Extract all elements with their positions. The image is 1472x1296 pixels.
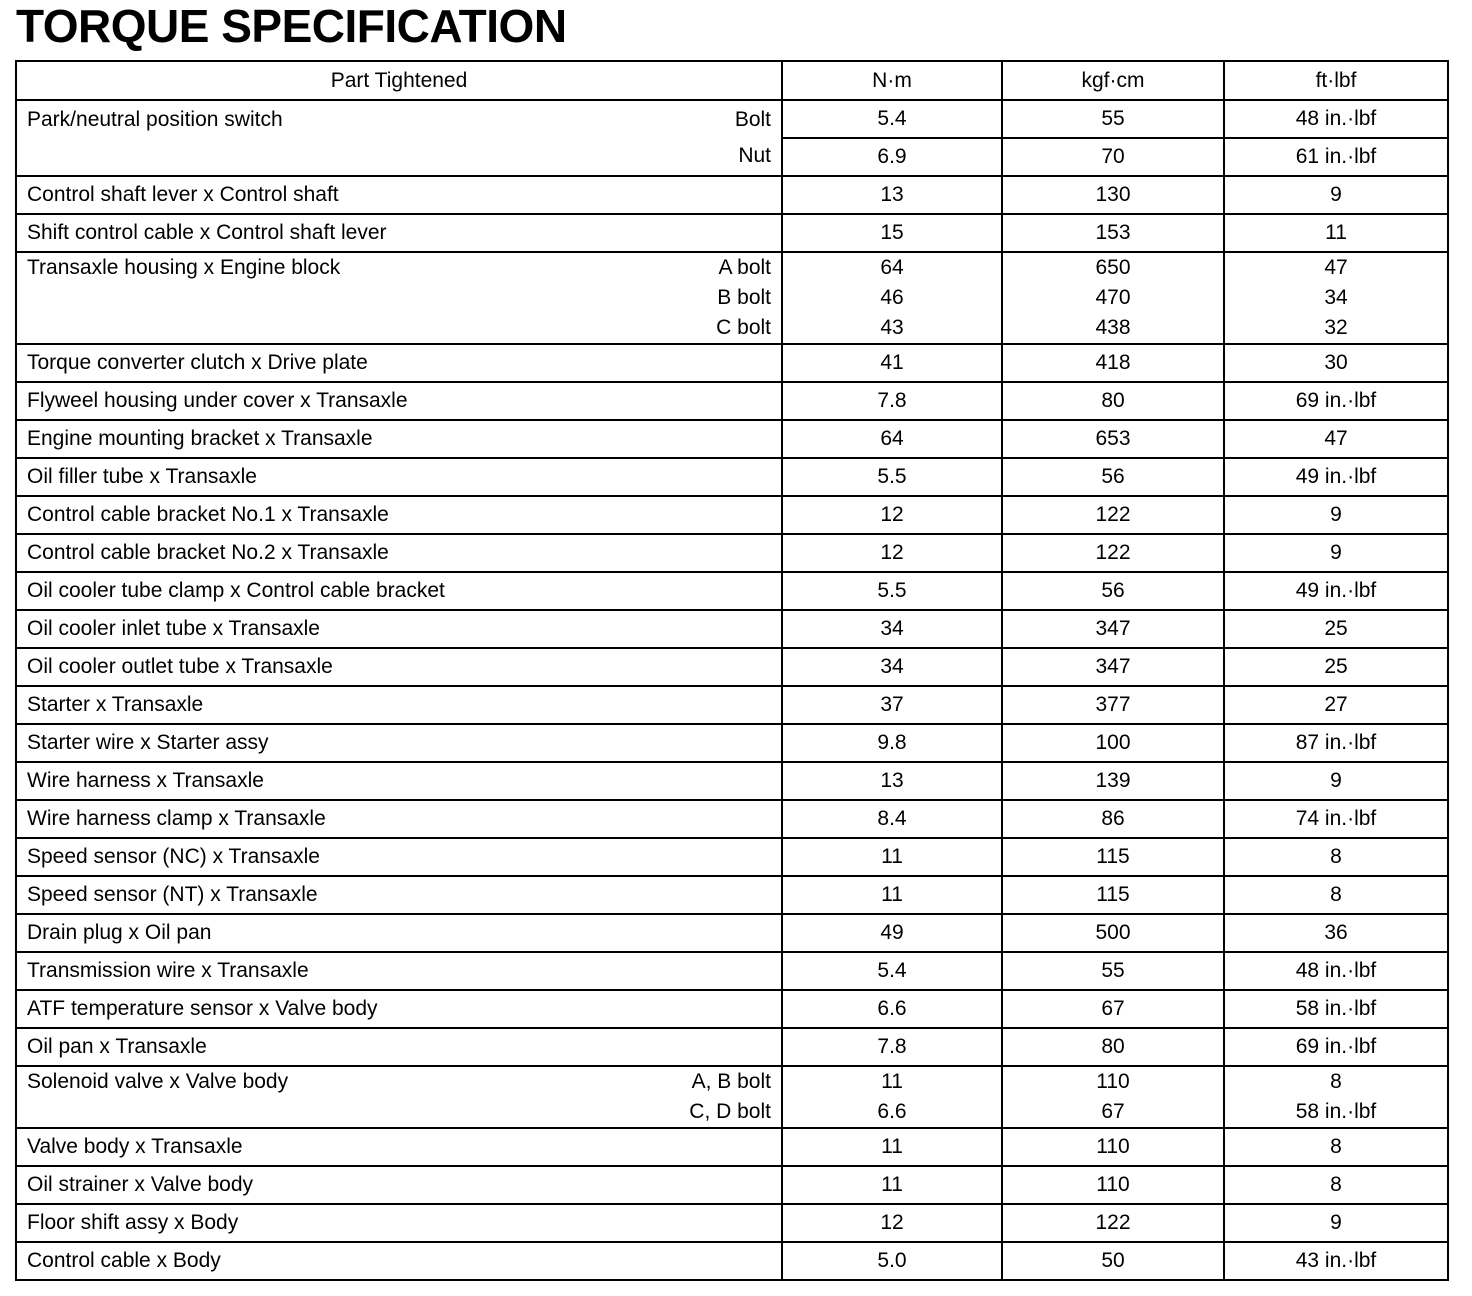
value-ftlbf: 9 [1224,534,1448,572]
value-ftlbf: 9 [1224,176,1448,214]
value-stack [1225,1067,1447,1127]
value-ftlbf: 8 [1224,876,1448,914]
table-row [16,876,1448,914]
value-kgfcm: 55 [1002,952,1224,990]
part-cell [16,252,782,344]
value-cell-ftlbf [1224,1066,1448,1128]
value-kgfcm: 115 [1002,876,1224,914]
table-row [16,252,1448,344]
value-ftlbf: 9 [1224,762,1448,800]
part-name: Control cable bracket No.1 x Transaxle [27,503,389,526]
table-row [16,176,1448,214]
table-row [16,990,1448,1028]
value-kgfcm: 347 [1002,610,1224,648]
table-row [16,458,1448,496]
part-cell [16,1204,782,1242]
part-name: Wire harness clamp x Transaxle [27,807,326,830]
part-name: Oil filler tube x Transaxle [27,465,257,488]
part-cell [16,648,782,686]
value-ftlbf: 87 in.·lbf [1224,724,1448,762]
part-cell [16,838,782,876]
value-nm: 34 [782,610,1002,648]
value-cell-kgfcm [1002,100,1224,176]
part-name: Oil strainer x Valve body [27,1173,254,1196]
part-name: Transmission wire x Transaxle [27,959,309,982]
value-kgfcm: 55 [1101,107,1125,130]
table-row [16,1204,1448,1242]
value-kgfcm: 122 [1002,1204,1224,1242]
table-row [16,214,1448,252]
value-cell-kgfcm [1002,252,1224,344]
value-kgfcm: 500 [1002,914,1224,952]
part-cell [16,382,782,420]
header-part-tightened: Part Tightened [16,61,782,100]
value-stack [1225,253,1447,343]
value-nm: 12 [782,496,1002,534]
value-nm: 13 [782,176,1002,214]
value-kgfcm: 153 [1002,214,1224,252]
table-row [16,1242,1448,1280]
sub-label: A bolt [718,256,771,279]
page-title: TORQUE SPECIFICATION [16,0,567,52]
value-kgfcm: 110 [1002,1166,1224,1204]
value-kgfcm: 56 [1002,458,1224,496]
value-cell-nm [782,100,1002,176]
value-nm: 34 [782,648,1002,686]
part-cell [16,176,782,214]
part-cell [16,100,782,176]
header-ftlbf: ft·lbf [1224,61,1448,100]
value-stack [1225,101,1447,175]
table-row [16,686,1448,724]
value-ftlbf: 8 [1224,1166,1448,1204]
value-ftlbf: 9 [1224,1204,1448,1242]
part-name: Oil cooler inlet tube x Transaxle [27,617,320,640]
value-kgfcm: 110 [1096,1070,1130,1093]
sub-labels [735,102,771,174]
value-kgfcm: 377 [1002,686,1224,724]
value-ftlbf: 30 [1224,344,1448,382]
part-name: Starter wire x Starter assy [27,731,269,754]
part-name: Starter x Transaxle [27,693,204,716]
table-row [16,382,1448,420]
value-nm: 5.5 [782,572,1002,610]
part-name: Speed sensor (NC) x Transaxle [27,845,320,868]
header-nm: N·m [782,61,1002,100]
value-nm: 12 [782,1204,1002,1242]
part-cell [16,214,782,252]
value-ftlbf: 36 [1224,914,1448,952]
table-row [16,724,1448,762]
value-ftlbf: 25 [1224,610,1448,648]
part-name: Control shaft lever x Control shaft [27,183,339,206]
part-cell [16,1028,782,1066]
part-cell [16,1066,782,1128]
value-nm: 64 [880,256,904,279]
value-kgfcm: 650 [1095,256,1131,279]
sub-labels [689,1067,771,1127]
value-ftlbf: 58 in.·lbf [1224,990,1448,1028]
value-nm: 9.8 [782,724,1002,762]
value-nm: 8.4 [782,800,1002,838]
value-kgfcm: 470 [1095,286,1131,309]
value-nm: 5.4 [877,107,907,130]
sub-label: Nut [738,144,771,167]
header-kgfcm: kgf·cm [1002,61,1224,100]
part-cell [16,1128,782,1166]
value-ftlbf: 34 [1324,286,1348,309]
value-ftlbf: 25 [1224,648,1448,686]
value-ftlbf: 8 [1330,1070,1342,1093]
part-cell [16,800,782,838]
table-row [16,344,1448,382]
table-row [16,1066,1448,1128]
part-cell [16,572,782,610]
value-kgfcm: 347 [1002,648,1224,686]
value-ftlbf: 43 in.·lbf [1224,1242,1448,1280]
value-nm: 5.5 [782,458,1002,496]
part-cell [16,990,782,1028]
value-nm: 11 [782,1128,1002,1166]
table-row [16,914,1448,952]
value-stack [783,253,1001,343]
value-kgfcm: 438 [1095,316,1131,339]
value-ftlbf: 9 [1224,496,1448,534]
table-row [16,648,1448,686]
value-ftlbf: 47 [1224,420,1448,458]
value-nm: 41 [782,344,1002,382]
part-name: Valve body x Transaxle [27,1135,243,1158]
value-kgfcm: 110 [1002,1128,1224,1166]
table-row [16,496,1448,534]
value-ftlbf: 27 [1224,686,1448,724]
value-stack [783,1067,1001,1127]
value-stack [1003,101,1223,175]
value-nm: 13 [782,762,1002,800]
value-nm: 7.8 [782,1028,1002,1066]
value-ftlbf: 69 in.·lbf [1224,382,1448,420]
value-kgfcm: 80 [1002,382,1224,420]
value-stack [1003,253,1223,343]
part-name: Drain plug x Oil pan [27,921,212,944]
value-ftlbf: 48 in.·lbf [1224,952,1448,990]
value-kgfcm: 139 [1002,762,1224,800]
part-name: Solenoid valve x Valve body [27,1070,289,1093]
value-nm: 5.0 [782,1242,1002,1280]
table-row [16,610,1448,648]
part-cell [16,534,782,572]
part-cell [16,496,782,534]
sub-label: C bolt [716,316,771,339]
value-ftlbf: 58 in.·lbf [1295,1100,1377,1123]
part-wrapper [27,253,771,343]
table-row [16,1166,1448,1204]
part-name: Engine mounting bracket x Transaxle [27,427,373,450]
table-row [16,838,1448,876]
value-kgfcm: 100 [1002,724,1224,762]
table-row [16,952,1448,990]
value-kgfcm: 67 [1101,1100,1125,1123]
part-name: Oil cooler tube clamp x Control cable bracket [27,579,445,602]
value-ftlbf: 48 in.·lbf [1295,107,1377,130]
part-cell [16,762,782,800]
value-nm: 5.4 [782,952,1002,990]
value-ftlbf: 49 in.·lbf [1224,458,1448,496]
value-ftlbf: 8 [1224,838,1448,876]
value-nm: 6.6 [877,1100,907,1123]
part-name: Flyweel housing under cover x Transaxle [27,389,408,412]
part-cell [16,876,782,914]
part-wrapper [27,102,771,174]
part-cell [16,420,782,458]
table-row [16,762,1448,800]
table-body [16,100,1448,1280]
value-kgfcm: 122 [1002,534,1224,572]
value-nm: 15 [782,214,1002,252]
value-ftlbf: 11 [1224,214,1448,252]
value-kgfcm: 130 [1002,176,1224,214]
value-nm: 64 [782,420,1002,458]
part-cell [16,952,782,990]
value-ftlbf: 8 [1224,1128,1448,1166]
part-cell [16,914,782,952]
value-cell-nm [782,252,1002,344]
value-ftlbf: 49 in.·lbf [1224,572,1448,610]
value-nm: 12 [782,534,1002,572]
value-kgfcm: 418 [1002,344,1224,382]
part-name: Shift control cable x Control shaft lever [27,221,387,244]
part-name: Oil cooler outlet tube x Transaxle [27,655,333,678]
value-kgfcm: 80 [1002,1028,1224,1066]
table-row [16,100,1448,176]
value-cell-ftlbf [1224,100,1448,176]
value-nm: 7.8 [782,382,1002,420]
table-row [16,420,1448,458]
value-nm: 11 [782,838,1002,876]
table-row [16,800,1448,838]
table-row [16,1028,1448,1066]
part-name: Torque converter clutch x Drive plate [27,351,368,374]
value-nm: 37 [782,686,1002,724]
value-kgfcm: 115 [1002,838,1224,876]
value-ftlbf: 32 [1324,316,1348,339]
part-cell [16,724,782,762]
part-cell [16,1242,782,1280]
table-row [16,572,1448,610]
sub-label: A, B bolt [691,1070,771,1093]
value-ftlbf: 74 in.·lbf [1224,800,1448,838]
part-name: Wire harness x Transaxle [27,769,264,792]
value-kgfcm: 653 [1002,420,1224,458]
part-name: Floor shift assy x Body [27,1211,239,1234]
header-row [16,61,1448,100]
part-name: Speed sensor (NT) x Transaxle [27,883,318,906]
value-kgfcm: 86 [1002,800,1224,838]
table-row [16,1128,1448,1166]
part-cell [16,1166,782,1204]
value-nm: 11 [782,1166,1002,1204]
table-row [16,534,1448,572]
part-name: Oil pan x Transaxle [27,1035,207,1058]
value-nm: 11 [881,1070,903,1093]
part-name: Park/neutral position switch [27,108,283,131]
value-cell-ftlbf [1224,252,1448,344]
value-nm: 46 [880,286,904,309]
part-name: Transaxle housing x Engine block [27,256,341,279]
part-cell [16,610,782,648]
value-stack [1003,1067,1223,1127]
value-nm: 49 [782,914,1002,952]
part-name: Control cable bracket No.2 x Transaxle [27,541,389,564]
value-kgfcm: 56 [1002,572,1224,610]
value-nm: 6.6 [782,990,1002,1028]
part-wrapper [27,1067,771,1127]
value-cell-nm [782,1066,1002,1128]
sub-label: B bolt [717,286,771,309]
value-kgfcm: 67 [1002,990,1224,1028]
value-nm: 11 [782,876,1002,914]
value-cell-kgfcm [1002,1066,1224,1128]
part-cell [16,686,782,724]
part-cell [16,344,782,382]
part-name: Control cable x Body [27,1249,221,1272]
sub-label: Bolt [734,108,771,131]
value-nm: 6.9 [783,137,1001,175]
value-stack [783,101,1001,175]
sub-labels [716,253,771,343]
value-kgfcm: 50 [1002,1242,1224,1280]
value-kgfcm: 70 [1003,137,1223,175]
value-ftlbf: 69 in.·lbf [1224,1028,1448,1066]
torque-spec-table [15,60,1449,1281]
sub-label: C, D bolt [689,1100,771,1123]
value-ftlbf: 61 in.·lbf [1225,137,1447,175]
value-nm: 43 [880,316,904,339]
part-cell [16,458,782,496]
value-kgfcm: 122 [1002,496,1224,534]
value-ftlbf: 47 [1324,256,1348,279]
part-name: ATF temperature sensor x Valve body [27,997,378,1020]
